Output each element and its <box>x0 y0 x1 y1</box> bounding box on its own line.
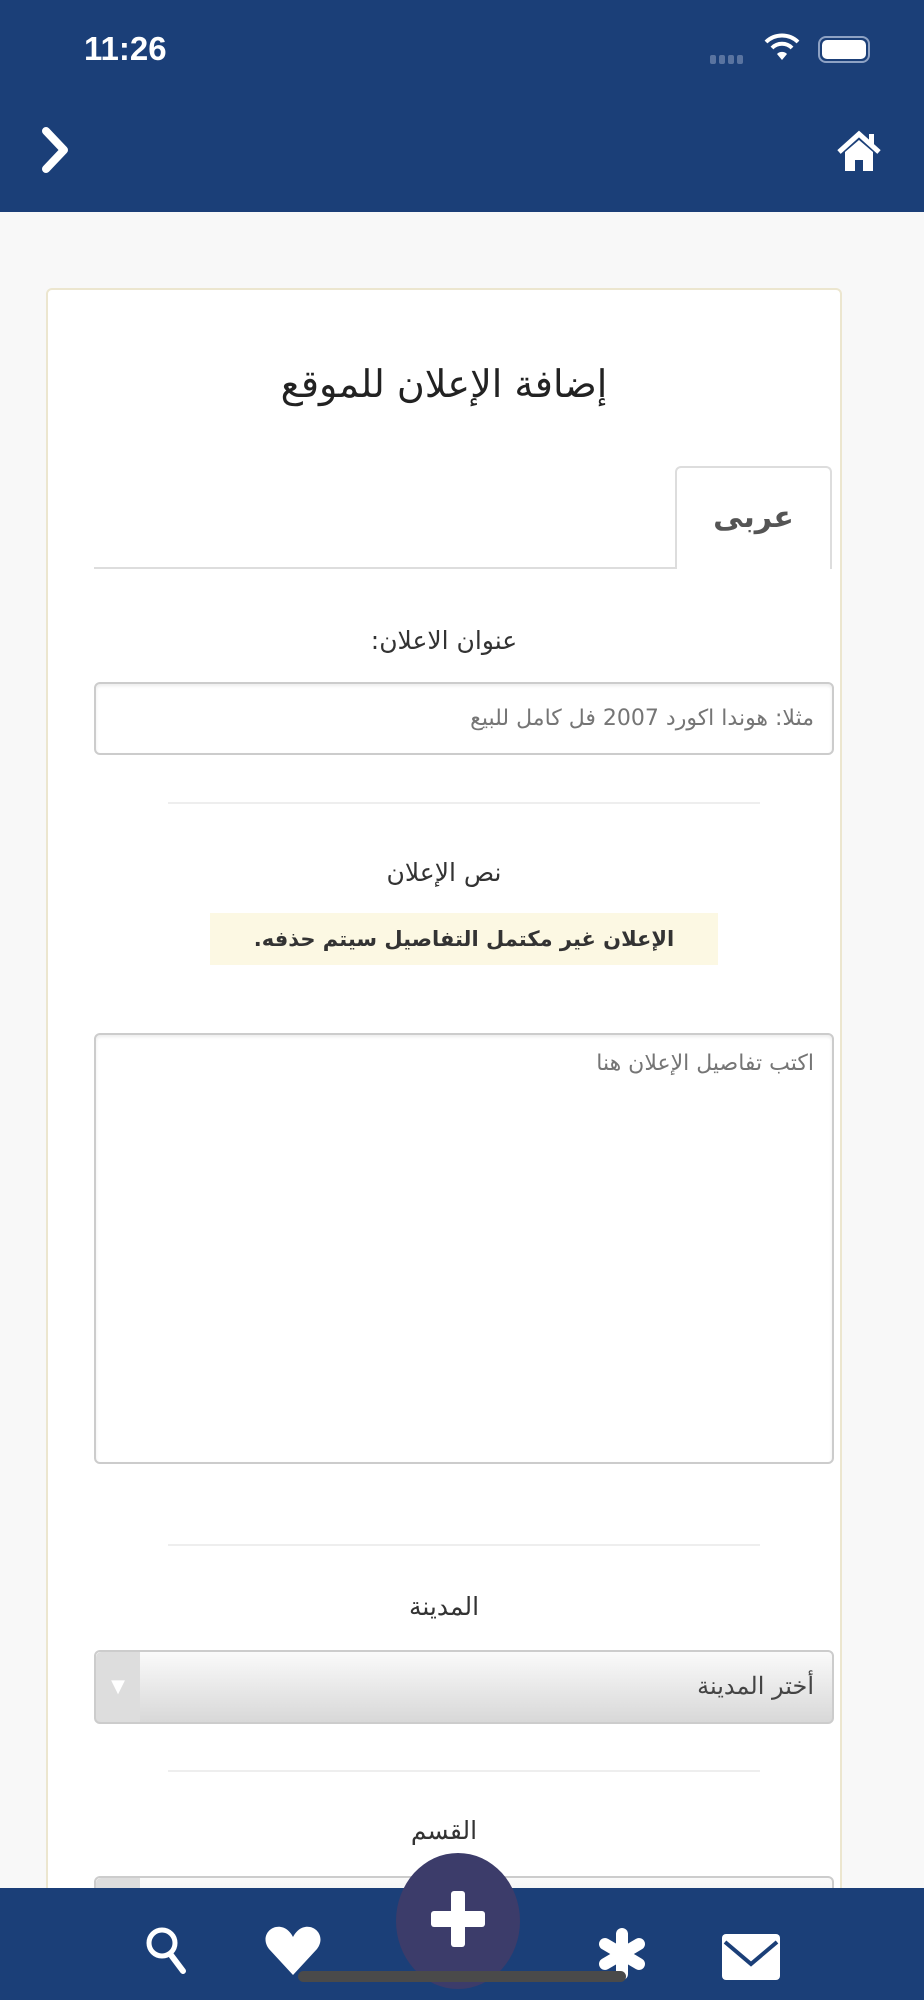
city-select-value: أختر المدينة <box>697 1672 814 1700</box>
ad-title-label: عنوان الاعلان: <box>370 626 518 655</box>
home-indicator <box>298 1971 626 1982</box>
tab-divider <box>94 567 676 569</box>
search-icon[interactable] <box>144 1925 190 1975</box>
city-select[interactable] <box>94 1650 834 1724</box>
divider <box>168 1544 760 1546</box>
category-label: القسم <box>410 1816 478 1845</box>
status-time: 11:26 <box>84 30 167 67</box>
divider <box>168 802 760 804</box>
ad-body-label: نص الإعلان <box>386 858 502 887</box>
page-title: إضافة الإعلان للموقع <box>280 362 608 406</box>
add-ad-form-card <box>46 288 842 1988</box>
dropdown-arrow-icon: ▼ <box>96 1652 140 1722</box>
divider <box>168 1770 760 1772</box>
chevron-right-icon[interactable] <box>38 125 74 175</box>
heart-icon[interactable] <box>264 1925 322 1977</box>
ad-title-input[interactable] <box>94 682 834 755</box>
signal-icon <box>710 55 743 64</box>
plus-icon <box>431 1891 485 1947</box>
add-ad-button[interactable] <box>396 1853 520 1989</box>
mail-icon[interactable] <box>722 1934 780 1980</box>
ad-body-textarea[interactable] <box>94 1033 834 1464</box>
home-icon[interactable] <box>836 130 882 172</box>
incomplete-warning: الإعلان غير مكتمل التفاصيل سيتم حذفه. <box>210 913 718 965</box>
wifi-icon <box>764 32 800 62</box>
tab-arabic[interactable]: عربى <box>675 466 832 569</box>
battery-icon <box>818 36 870 63</box>
city-label: المدينة <box>408 1592 480 1621</box>
top-bar <box>0 0 924 212</box>
